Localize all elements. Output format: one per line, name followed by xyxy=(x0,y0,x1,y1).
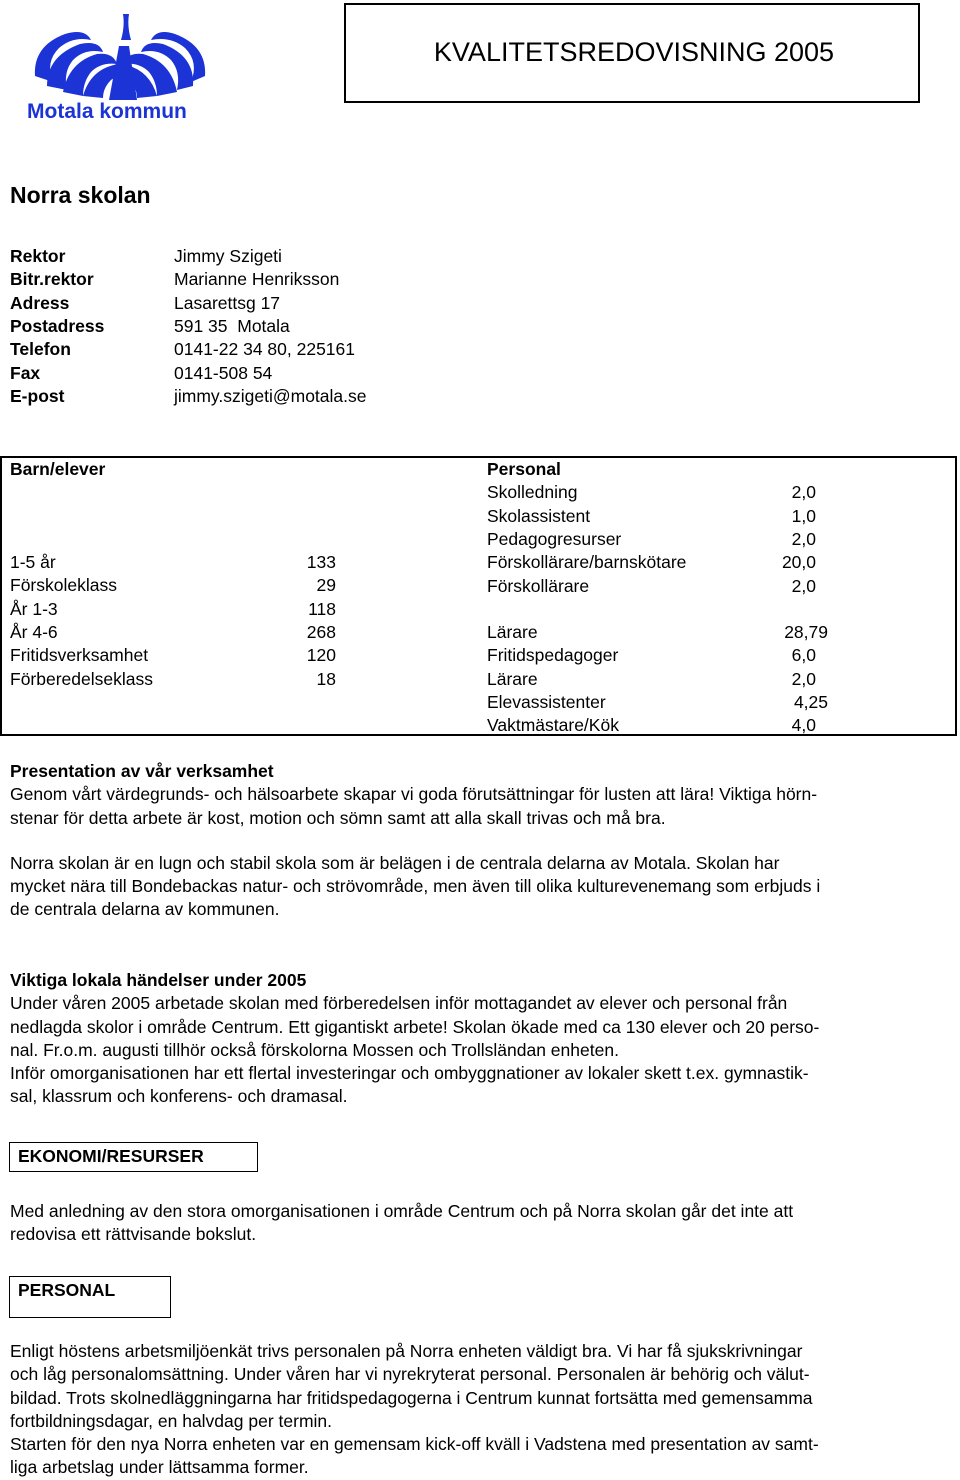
staff-row-label: Pedagogresurser xyxy=(487,528,622,549)
events-line: Under våren 2005 arbetade skolan med förberedelsen inför mottagandet av elever och personal från xyxy=(10,993,788,1014)
staff-row-value: 2,0 xyxy=(791,482,816,503)
student-row-value: 29 xyxy=(316,575,336,596)
logo-text: Motala kommun xyxy=(27,100,187,123)
contact-row-postadress xyxy=(10,315,610,338)
report-title-box xyxy=(344,3,920,103)
student-row-label: År 1-3 xyxy=(10,598,58,619)
staff-row-value: 4,0 xyxy=(791,715,816,736)
staff-row-label: Skolassistent xyxy=(487,505,591,526)
economy-heading: EKONOMI/RESURSER xyxy=(18,1146,204,1166)
contact-label: Bitr.rektor xyxy=(10,269,94,290)
statistics-box xyxy=(0,456,957,736)
staff-row-value: 20,0 xyxy=(781,552,816,573)
staff-row-label: Fritidspedagoger xyxy=(487,645,619,666)
staff-row-value: 2,0 xyxy=(791,575,816,596)
contact-value: 591 35 Motala xyxy=(174,315,290,336)
personnel-line: och låg personalomsättning. Under våren har vi nyrekryterat personal. Personalen är behörig och välut- xyxy=(10,1364,810,1385)
personnel-line: bildad. Trots skolnedläggningarna har fritidspedagogerna i Centrum kunnat fortsätta med gemensamma xyxy=(10,1387,813,1408)
events-line: nal. Fr.o.m. augusti tillhör också förskolorna Mossen och Trollsländan enheten. xyxy=(10,1039,619,1060)
contact-label: Adress xyxy=(10,292,70,313)
contact-value: Lasarettsg 17 xyxy=(174,292,281,313)
events-section xyxy=(10,969,950,1109)
student-row-value: 133 xyxy=(306,552,336,572)
student-row-label: Fritidsverksamhet xyxy=(10,645,149,666)
presentation-line: mycket nära till Bondebackas natur- och strövområde, men även till olika kulturevenemang som erbjuds i xyxy=(10,876,821,897)
personnel-section xyxy=(10,1340,950,1480)
student-row-value: 18 xyxy=(316,668,336,689)
contact-row-telefon xyxy=(10,338,610,361)
staff-row-value: 6,0 xyxy=(791,645,816,666)
events-line: Inför omorganisationen har ett flertal investeringar och ombyggnationer av lokaler skett t.ex. gymnastik- xyxy=(10,1063,809,1084)
personnel-heading-box xyxy=(9,1276,171,1318)
presentation-section xyxy=(10,760,950,922)
crown-emblem-icon xyxy=(25,6,225,106)
events-line: nedlagda skolor i område Centrum. Ett gigantiskt arbete! Skolan ökade med ca 130 elever och 20 perso- xyxy=(10,1016,820,1037)
personnel-line: Enligt höstens arbetsmiljöenkät trivs personalen på Norra enheten väldigt bra. Vi har få sjukskrivningar xyxy=(10,1341,803,1361)
contact-label: Telefon xyxy=(10,339,71,360)
staff-row-label: Förskollärare/barnskötare xyxy=(487,552,687,573)
economy-section xyxy=(10,1200,950,1247)
economy-line: Med anledning av den stora omorganisationen i område Centrum och på Norra skolan går det inte att xyxy=(10,1201,794,1221)
economy-line: redovisa ett rättvisande bokslut. xyxy=(10,1224,257,1245)
staff-row-value: 1,0 xyxy=(791,505,816,526)
contact-value: Marianne Henriksson xyxy=(174,269,340,290)
contact-value: 0141-22 34 80, 225161 xyxy=(174,339,355,360)
student-row-label: År 4-6 xyxy=(10,621,58,642)
contact-row-fax xyxy=(10,362,610,385)
presentation-line: Norra skolan är en lugn och stabil skola som är belägen i de centrala delarna av Motala. Skolan har xyxy=(10,852,780,873)
staff-row-label: Lärare xyxy=(487,622,538,642)
contact-label: Rektor xyxy=(10,246,66,266)
student-row-value: 268 xyxy=(306,621,336,642)
personnel-line: fortbildningsdagar, en halvdag per termin. xyxy=(10,1410,333,1431)
staff-row-value: 28,79 xyxy=(784,622,828,642)
student-row-value: 118 xyxy=(308,598,336,619)
staff-row-value: 2,0 xyxy=(791,528,816,549)
presentation-line: Genom vårt värdegrunds- och hälsoarbete skapar vi goda förutsättningar för lusten att lära! Viktiga hörn- xyxy=(10,784,818,805)
events-heading: Viktiga lokala händelser under 2005 xyxy=(10,970,307,990)
staff-heading: Personal xyxy=(487,459,561,479)
staff-row-value: 4,25 xyxy=(793,691,828,712)
economy-heading-box xyxy=(9,1142,258,1172)
staff-row-label: Skolledning xyxy=(487,482,578,503)
contact-value: Jimmy Szigeti xyxy=(174,246,282,266)
contact-row-bitr-rektor xyxy=(10,268,610,291)
student-row-label: Förberedelseklass xyxy=(10,668,153,689)
staff-row-label: Förskollärare xyxy=(487,575,590,596)
students-heading: Barn/elever xyxy=(10,459,106,479)
school-name: Norra skolan xyxy=(10,182,151,208)
report-title: KVALITETSREDOVISNING 2005 xyxy=(433,37,835,67)
student-row-label: Förskoleklass xyxy=(10,575,117,596)
personnel-line: liga arbetslag under lättsamma former. xyxy=(10,1457,309,1478)
contact-label: Fax xyxy=(10,362,41,383)
staff-row-value: 2,0 xyxy=(791,668,816,689)
presentation-line: de centrala delarna av kommunen. xyxy=(10,899,280,920)
events-line: sal, klassrum och konferens- och dramasal. xyxy=(10,1086,348,1107)
presentation-heading: Presentation av vår verksamhet xyxy=(10,761,274,781)
contact-label: E-post xyxy=(10,385,65,406)
presentation-line: stenar för detta arbete är kost, motion och sömn samt att alla skall trivas och må bra. xyxy=(10,807,666,828)
contact-row-epost xyxy=(10,385,610,408)
personnel-line: Starten för den nya Norra enheten var en gemensam kick-off kväll i Vadstena med presentation av samt- xyxy=(10,1434,819,1455)
contact-email: jimmy.szigeti@motala.se xyxy=(174,385,367,406)
contact-label: Postadress xyxy=(10,315,105,336)
staff-row-label: Vaktmästare/Kök xyxy=(487,715,619,736)
contact-value: 0141-508 54 xyxy=(174,362,273,383)
staff-row-label: Elevassistenter xyxy=(487,691,606,712)
staff-row-label: Lärare xyxy=(487,668,538,689)
student-row-label: 1-5 år xyxy=(10,552,56,572)
motala-kommun-logo xyxy=(25,6,225,126)
personnel-heading: PERSONAL xyxy=(18,1280,116,1300)
contact-row-adress xyxy=(10,292,610,315)
student-row-value: 120 xyxy=(306,645,336,666)
contact-row-rektor xyxy=(10,245,610,268)
